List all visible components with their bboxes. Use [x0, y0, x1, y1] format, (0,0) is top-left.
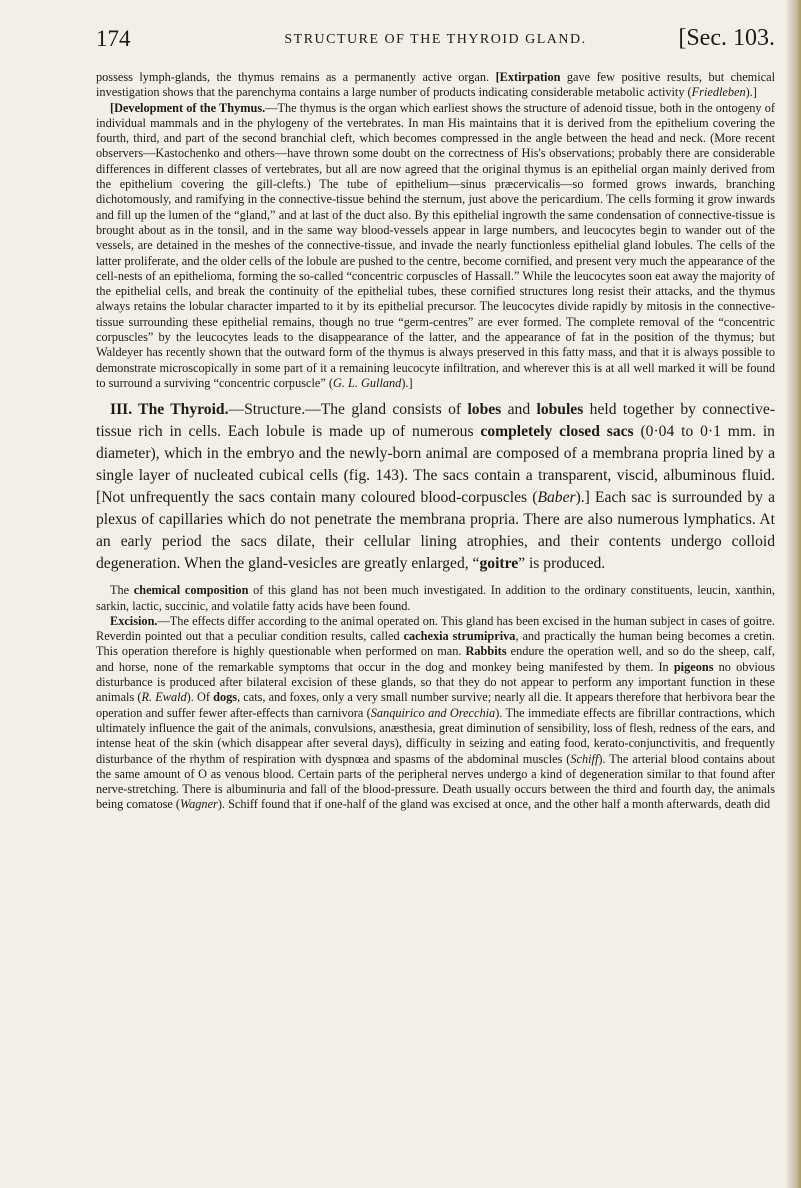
text-run: ).]: [745, 85, 757, 100]
term-lobules: lobules: [536, 401, 584, 419]
text-run: The: [110, 583, 134, 598]
text-run: —The gland consists of: [305, 401, 468, 419]
term-extirpation: [Extirpation: [495, 70, 561, 84]
text-run: ).]: [401, 375, 413, 390]
paragraph-chemical-composition: [96, 583, 775, 614]
heading-excision: Excision.: [110, 613, 158, 628]
citation: Schiff: [570, 751, 599, 766]
term-pigeons: pigeons: [673, 659, 714, 674]
text-run: , and practically the human being becomes a cretin. This operation therefore is highly questionable when performed on man.: [96, 629, 775, 659]
term-closed-sacs: completely closed sacs: [480, 423, 634, 441]
paragraph-excision: [96, 614, 775, 813]
paragraph-thymus-activity: [96, 70, 775, 101]
term-dogs: dogs: [213, 690, 238, 705]
citation: Wagner: [180, 797, 218, 812]
section-label: [Sec. 103.: [678, 25, 775, 51]
heading-thymus-development: [Development of the Thymus.: [110, 100, 266, 115]
text-run: endure the operation well, and so do the sheep, calf, and horse, none of the remarkable symptoms that occur in the dog and monkey being manifested by them. In: [96, 644, 775, 674]
citation: Baber: [537, 489, 576, 507]
citation: Friedleben: [691, 85, 746, 100]
text-run: held together by connective-tissue rich in cells. Each lobule is made up of numerous: [96, 401, 776, 441]
section-heading-thyroid: III. The Thyroid.: [110, 401, 229, 419]
term-cachexia: cachexia strumipriva: [403, 629, 516, 644]
text-run: and: [501, 401, 537, 419]
citation: R. Ewald: [141, 690, 187, 705]
subheading-structure: —Structure.: [228, 401, 306, 419]
text-run: of this gland has not been much investigated. In addition to the ordinary constituents, leucin, xanthin, sarkin, lactic, succinic, and volatile fatty acids have been found.: [96, 583, 775, 613]
text-run: ). The arterial blood contains about the same amount of O as venous blood. Certain parts of the peripheral nerves undergo a kind of degeneration similar to that found after nerve-stretching. There is albuminuria and fall of the blood-pressure. Death usually occurs between the third and fourth day, the animals being comatose (: [96, 751, 775, 812]
term-lobes: lobes: [467, 401, 502, 419]
term-goitre: goitre: [479, 555, 519, 573]
paragraph-thymus-development: [96, 101, 775, 392]
term-chemical-composition: chemical composition: [133, 583, 249, 598]
text-run: ).] Each sac is surrounded by a plexus of capillaries which do not penetrate the membrana propria. There are also numerous lymphatics. At an early period the sacs dilate, their cellular lining atrophies, and their contents undergo colloid degeneration. When the gland-vesicles are greatly enlarged, “: [96, 489, 775, 573]
citation: G. L. Gulland: [332, 375, 402, 390]
text-run: possess lymph-glands, the thymus remains as a permanently active organ.: [96, 70, 496, 84]
text-run: ). Of: [186, 690, 214, 705]
text-run: gave few positive results, but chemical investigation shows that the parenchyma contains a large number of products indicating considerable metabolic activity (: [96, 70, 775, 100]
text-run: no obvious disturbance is produced after bilateral excision of these glands, so that they do not appear to perform any important function in these animals (: [96, 659, 776, 705]
citation: Sanquirico and Orecchia: [370, 705, 496, 720]
text-run: —The effects differ according to the animal operated on. This gland has been excised in the human subject in cases of goitre. Reverdin pointed out that a peculiar condition results, called: [96, 613, 775, 644]
text-run: ). The immediate effects are fibrillar contractions, which ultimately influence the gait of the animals, convulsions, anæsthesia, great diminution of sensibility, loss of flesh, redness of the ears, and intense heat of the skin (which disappear after several days), difficulty in seizing and eating food, kerato-conjunctivitis, and frequently disturbance of the rhythm of respiration with dyspnœa and spasms of the abdominal muscles (: [96, 705, 775, 766]
text-run: —The thymus is the organ which earliest shows the structure of adenoid tissue, both in the ontogeny of individual mammals and in the phylogeny of the vertebrates. In man His maintains that it is derived from the epithelium covering the fourth, third, and part of the second branchial cleft, which becomes compressed in the angle between the head and neck. (More recent observers—Kastochenko and others—have thrown some doubt on the correctness of His's observations; probably there are considerable differences in different classes of vertebrates, but all are now agreed that the original thymus is an epithelial organ mainly derived from the epithelium covering the gill-clefts.) The tube of epithelium—sinus præcervicalis—so formed grows inwards, branching dichotomously, and ramifying in the connective-tissue behind the sternum, just above the pericardium. The cells forming it grow inwards and fill up the lumen of the “gland,” and at last of the duct also. By this epithelial ingrowth the same condensation of connective-tissue is brought about as in the tonsil, and in the same way blood-vessels appear in large numbers, and leucocytes begin to wander out of the vessels, are detained in the meshes of the connective-tissue, and invade the nearly functionless epithelial gland lobules. The cells of the latter proliferate, and the older cells of the lobule are pushed to the centre, become cornified, and present very much the appearance of the cell-nests of an epithelioma, forming the so-called “concentric corpuscles of Hassall.” While the leucocytes soon eat away the majority of the epithelial cells, and break the continuity of the epithelial tubes, these cornified structures long resist their attacks, and the thymus always retains the lobular character imparted to it by its epithelial precursor. The leucocytes divide rapidly by mitosis in the connective-tissue surrounding these epithelial remains, though no true “germ-centres” are ever formed. The complete removal of the “concentric corpuscles” by the leucocytes leads to the disappearance of the latter, and the appearance of fat in the position of the thymus; but Waldeyer has recently shown that the outward form of the thymus is always preserved in this fatty mass, and that it is always possible to demonstrate microscopically in some part of it a remaining leucocyte infiltration, and wherever this is at all well marked it will be found to surround a surviving “concentric corpuscle” (: [96, 100, 775, 390]
running-title: STRUCTURE OF THE THYROID GLAND.: [284, 32, 587, 47]
term-rabbits: Rabbits: [465, 644, 507, 659]
text-run: (0·04 to 0·1 mm. in diameter), which in the embryo and the newly-born animal are composed of a membrana propria lined by a single layer of nucleated cubical cells (fig. 143). The sacs contain a transparent, viscid, albuminous fluid. [Not unfrequently the sacs contain many coloured blood-corpuscles (: [96, 423, 775, 507]
paragraph-thyroid-structure: [96, 399, 775, 575]
text-run: , cats, and foxes, only a very small number survive; nearly all die. It appears therefore that herbivora bear the operation and suffer fewer after-effects than carnivora (: [96, 690, 776, 720]
text-run: ). Schiff found that if one-half of the gland was excised at once, and the other half a month afterwards, death did: [217, 797, 771, 812]
page-number: 174: [96, 26, 131, 51]
text-run: ” is produced.: [518, 555, 606, 573]
